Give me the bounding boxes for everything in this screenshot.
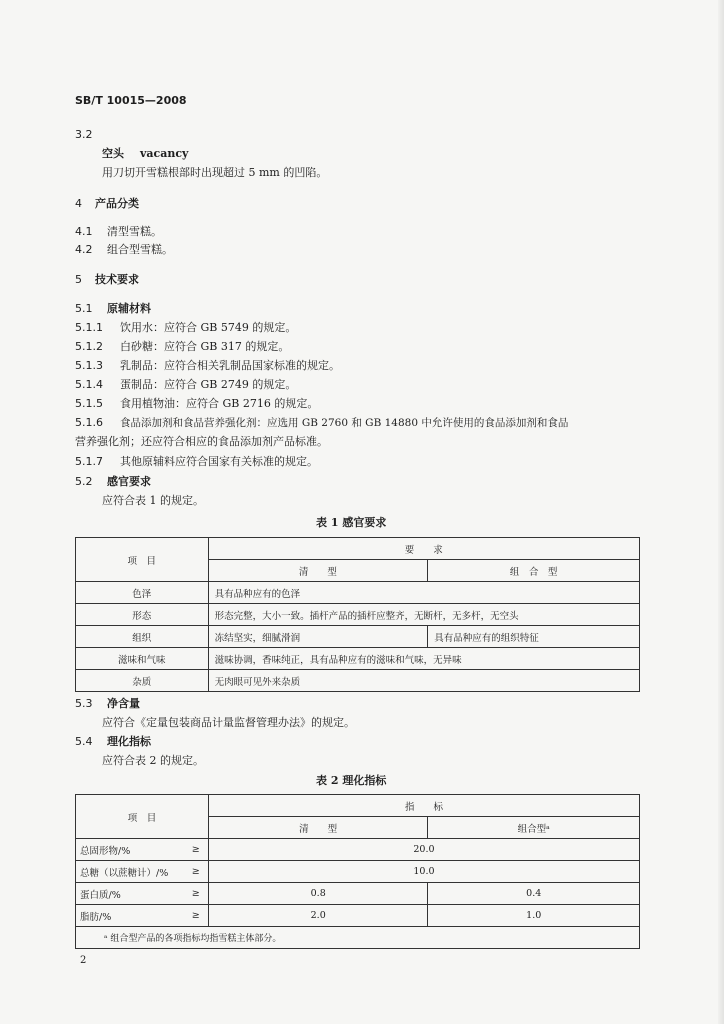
section-5-1-7-number: 5.1.7 <box>75 455 103 468</box>
table1-row-qing: 冻结坚实，细腻滑润 <box>208 626 428 648</box>
table2-row-zuhe: 0.4 <box>428 883 640 905</box>
section-5-1-2-number: 5.1.2 <box>75 340 103 353</box>
table-sensory <box>75 537 640 692</box>
section-5-4-title: 理化指标 <box>107 735 151 748</box>
table2-row-qing: 2.0 <box>208 905 428 927</box>
table1-row-item: 形态 <box>76 604 209 626</box>
table-row <box>76 626 640 648</box>
section-5-1-2-text: 白砂糖：应符合 GB 317 的规定。 <box>120 340 290 353</box>
table2-row-value: 10.0 <box>208 861 639 883</box>
section-5-1-5-text: 食用植物油：应符合 GB 2716 的规定。 <box>120 397 319 410</box>
table-row <box>76 883 640 905</box>
term-en: vacancy <box>140 147 189 160</box>
section-5-title: 技术要求 <box>95 273 139 286</box>
table2-row-item: 总固形物/% <box>76 839 184 861</box>
section-5-2-text: 应符合表 1 的规定。 <box>102 494 204 507</box>
table2-row-op: ≥ <box>183 839 208 861</box>
section-5-1-6-text-line1: 食品添加剂和食品营养强化剂：应选用 GB 2760 和 GB 14880 中允许使用的食品添加剂和食品 <box>120 417 569 429</box>
section-4-2-text: 组合型雪糕。 <box>107 243 173 256</box>
term-definition: 用刀切开雪糕根部时出现超过 5 mm 的凹陷。 <box>102 166 328 179</box>
section-5-1-4-number: 5.1.4 <box>75 378 103 391</box>
table1-row-item: 色泽 <box>76 582 209 604</box>
table-row <box>76 604 640 626</box>
table1-header-requirement: 要 求 <box>208 538 639 560</box>
section-5-1-7-text: 其他原辅料应符合国家有关标准的规定。 <box>120 455 318 468</box>
section-5-1-title: 原辅材料 <box>107 302 151 315</box>
section-5-1-5-number: 5.1.5 <box>75 397 103 410</box>
table-row <box>76 582 640 604</box>
table2-row-op: ≥ <box>183 861 208 883</box>
table1-row-item: 杂质 <box>76 670 209 692</box>
section-5-number: 5 <box>75 273 82 286</box>
section-5-1-3-text: 乳制品：应符合相关乳制品国家标准的规定。 <box>120 359 340 372</box>
table-physicochemical <box>75 794 640 949</box>
table2-row-item: 总糖（以蔗糖计）/% <box>76 861 184 883</box>
section-5-3-number: 5.3 <box>75 697 93 710</box>
section-5-4-number: 5.4 <box>75 735 93 748</box>
table-row <box>76 861 640 883</box>
section-5-1-4-text: 蛋制品：应符合 GB 2749 的规定。 <box>120 378 297 391</box>
table-row <box>76 905 640 927</box>
section-5-1-number: 5.1 <box>75 302 93 315</box>
table-row <box>76 648 640 670</box>
table1-row-item: 组织 <box>76 626 209 648</box>
table2-header-item: 项 目 <box>76 795 209 839</box>
table-note-row <box>76 927 640 949</box>
section-4-title: 产品分类 <box>95 197 139 210</box>
section-3-2-number: 3.2 <box>75 128 93 141</box>
section-4-1-number: 4.1 <box>75 225 93 238</box>
table1-row-item: 滋味和气味 <box>76 648 209 670</box>
table1-row-value: 形态完整，大小一致。插杆产品的插杆应整齐，无断杆，无多杆，无空头 <box>208 604 639 626</box>
table2-row-zuhe: 1.0 <box>428 905 640 927</box>
section-4-number: 4 <box>75 197 82 210</box>
table1-header-qing: 清 型 <box>208 560 428 582</box>
table2-row-op: ≥ <box>183 883 208 905</box>
section-4-1-text: 清型雪糕。 <box>107 225 162 238</box>
term-zh: 空头 <box>102 147 124 160</box>
table1-caption: 表 1 感官要求 <box>316 516 387 529</box>
section-5-2-title: 感官要求 <box>107 475 151 488</box>
table2-row-value: 20.0 <box>208 839 639 861</box>
section-5-1-1-text: 饮用水：应符合 GB 5749 的规定。 <box>120 321 297 334</box>
table1-row-value: 具有品种应有的色泽 <box>208 582 639 604</box>
scan-edge <box>718 0 724 1024</box>
section-5-4-text: 应符合表 2 的规定。 <box>102 754 204 767</box>
section-5-1-6-text-line2: 营养强化剂；还应符合相应的食品添加剂产品标准。 <box>75 435 328 448</box>
table-row <box>76 670 640 692</box>
table1-header-item: 项 目 <box>76 538 209 582</box>
table2-row-qing: 0.8 <box>208 883 428 905</box>
table2-row-op: ≥ <box>183 905 208 927</box>
section-4-2-number: 4.2 <box>75 243 93 256</box>
section-5-1-1-number: 5.1.1 <box>75 321 103 334</box>
section-5-3-title: 净含量 <box>107 697 140 710</box>
table1-header-zuhe: 组 合 型 <box>428 560 640 582</box>
section-5-3-text: 应符合《定量包装商品计量监督管理办法》的规定。 <box>102 716 355 729</box>
table2-header-indicator: 指 标 <box>208 795 639 817</box>
table-row <box>76 839 640 861</box>
table2-row-item: 蛋白质/% <box>76 883 184 905</box>
standard-header: SB/T 10015—2008 <box>75 94 187 107</box>
table2-caption: 表 2 理化指标 <box>316 774 387 787</box>
table2-header-zuhe: 组合型ᵃ <box>428 817 640 839</box>
table1-row-value: 滋味协调，香味纯正，具有品种应有的滋味和气味，无异味 <box>208 648 639 670</box>
section-5-1-3-number: 5.1.3 <box>75 359 103 372</box>
table1-row-value: 无肉眼可见外来杂质 <box>208 670 639 692</box>
table2-note: ᵃ 组合型产品的各项指标均指雪糕主体部分。 <box>76 927 640 949</box>
table1-row-zuhe: 具有品种应有的组织特征 <box>428 626 640 648</box>
table2-row-item: 脂肪/% <box>76 905 184 927</box>
section-5-1-6-number: 5.1.6 <box>75 416 103 429</box>
table2-header-qing: 清 型 <box>208 817 428 839</box>
page-number: 2 <box>80 955 87 966</box>
section-5-2-number: 5.2 <box>75 475 93 488</box>
